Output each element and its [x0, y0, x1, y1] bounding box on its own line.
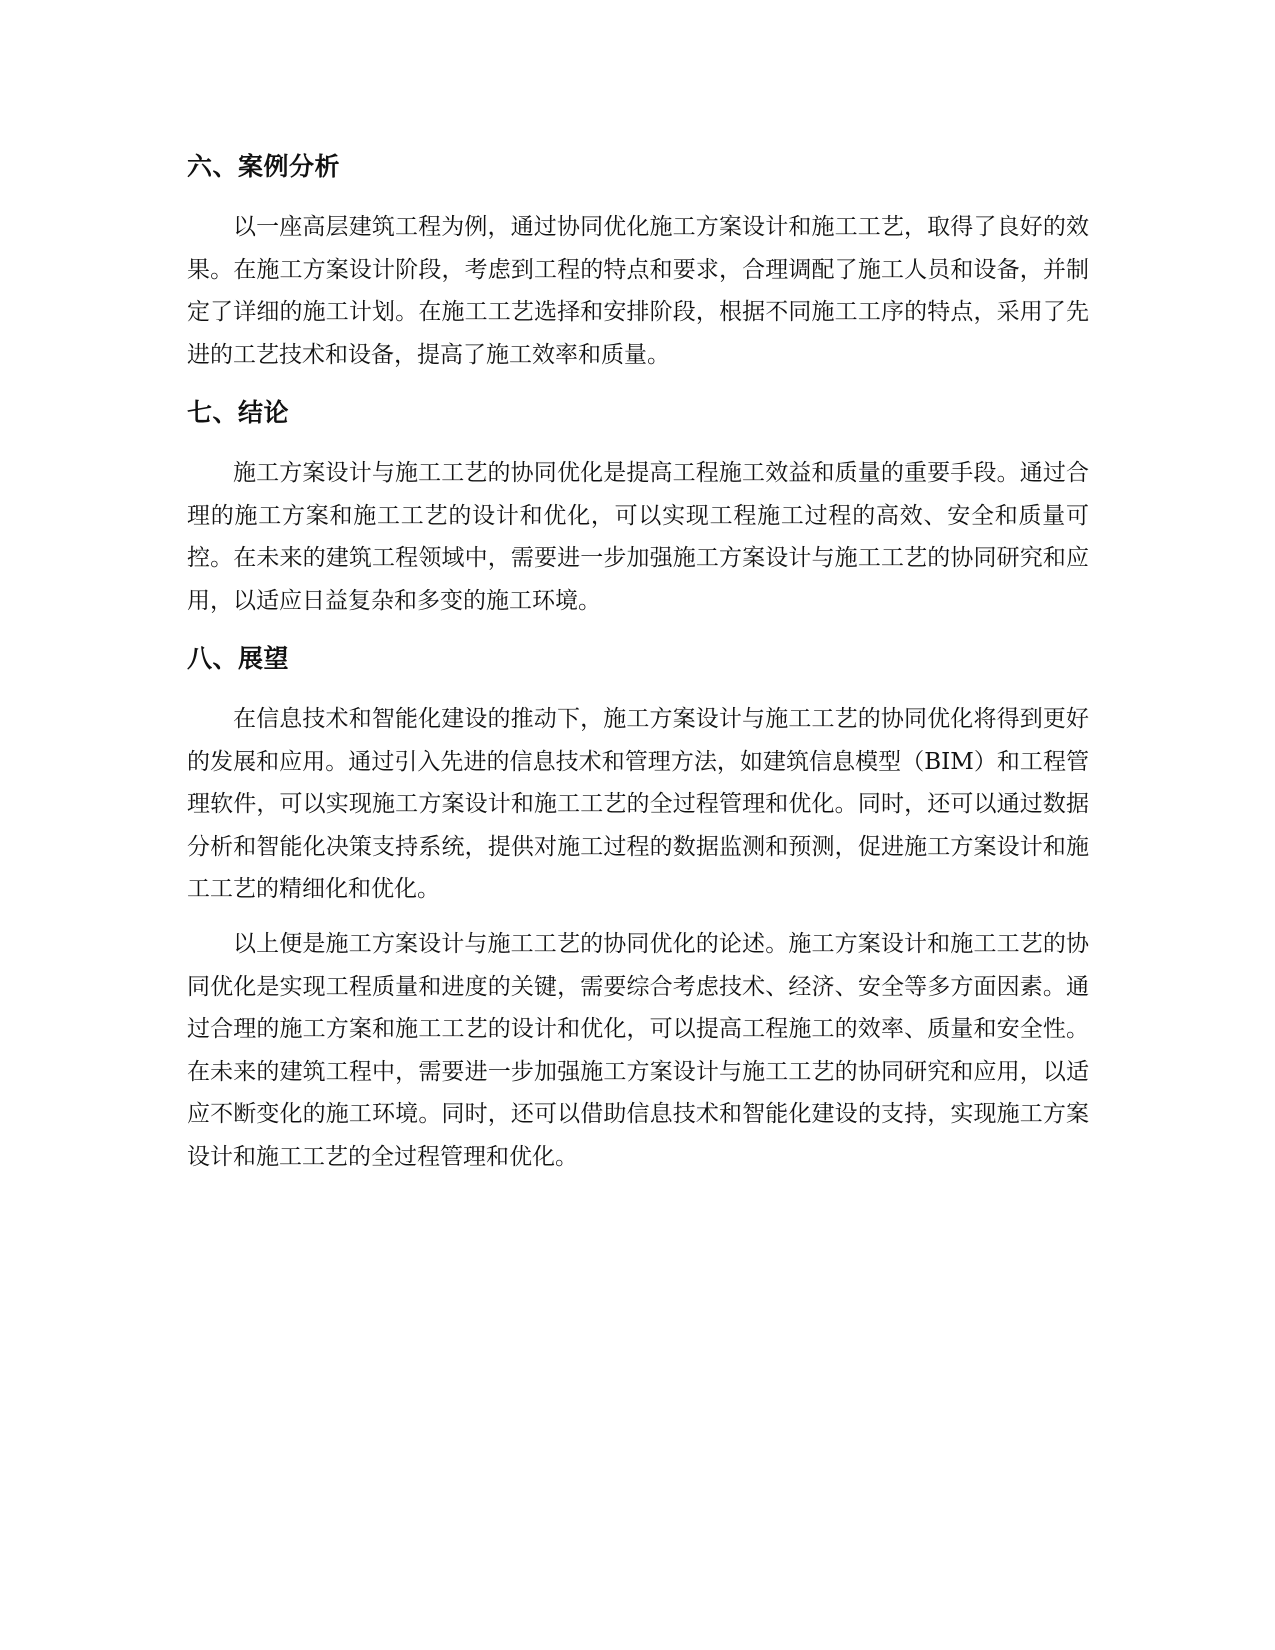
paragraph-summary: 以上便是施工方案设计与施工工艺的协同优化的论述。施工方案设计和施工工艺的协同优化是实现工程质量和进度的关键，需要综合考虑技术、经济、安全等多方面因素。通过合理的施工方案和施工工艺的设计和优化，可以提高工程施工的效率、质量和安全性。在未来的建筑工程中，需要进一步加强施工方案设计与施工工艺的协同研究和应用，以适应不断变化的施工环境。同时，还可以借助信息技术和智能化建设的支持，实现施工方案设计和施工工艺的全过程管理和优化。 — [187, 931, 1089, 1170]
paragraph-case-analysis: 以一座高层建筑工程为例，通过协同优化施工方案设计和施工工艺，取得了良好的效果。在施工方案设计阶段，考虑到工程的特点和要求，合理调配了施工人员和设备，并制定了详细的施工计划。在施工工艺选择和安排阶段，根据不同施工工序的特点，采用了先进的工艺技术和设备，提高了施工效率和质量。 — [187, 214, 1089, 368]
section-heading-conclusion: 七、结论 — [187, 398, 290, 427]
paragraph-outlook: 在信息技术和智能化建设的推动下，施工方案设计与施工工艺的协同优化将得到更好的发展和应用。通过引入先进的信息技术和管理方法，如建筑信息模型（BIM）和工程管理软件，可以实现施工方案设计和施工工艺的全过程管理和优化。同时，还可以通过数据分析和智能化决策支持系统，提供对施工过程的数据监测和预测，促进施工方案设计和施工工艺的精细化和优化。 — [187, 706, 1089, 902]
paragraph-conclusion: 施工方案设计与施工工艺的协同优化是提高工程施工效益和质量的重要手段。通过合理的施工方案和施工工艺的设计和优化，可以实现工程施工过程的高效、安全和质量可控。在未来的建筑工程领域中，需要进一步加强施工方案设计与施工工艺的协同研究和应用，以适应日益复杂和多变的施工环境。 — [187, 460, 1089, 614]
section-heading-case-analysis: 六、案例分析 — [187, 152, 341, 181]
section-heading-outlook: 八、展望 — [187, 644, 290, 673]
